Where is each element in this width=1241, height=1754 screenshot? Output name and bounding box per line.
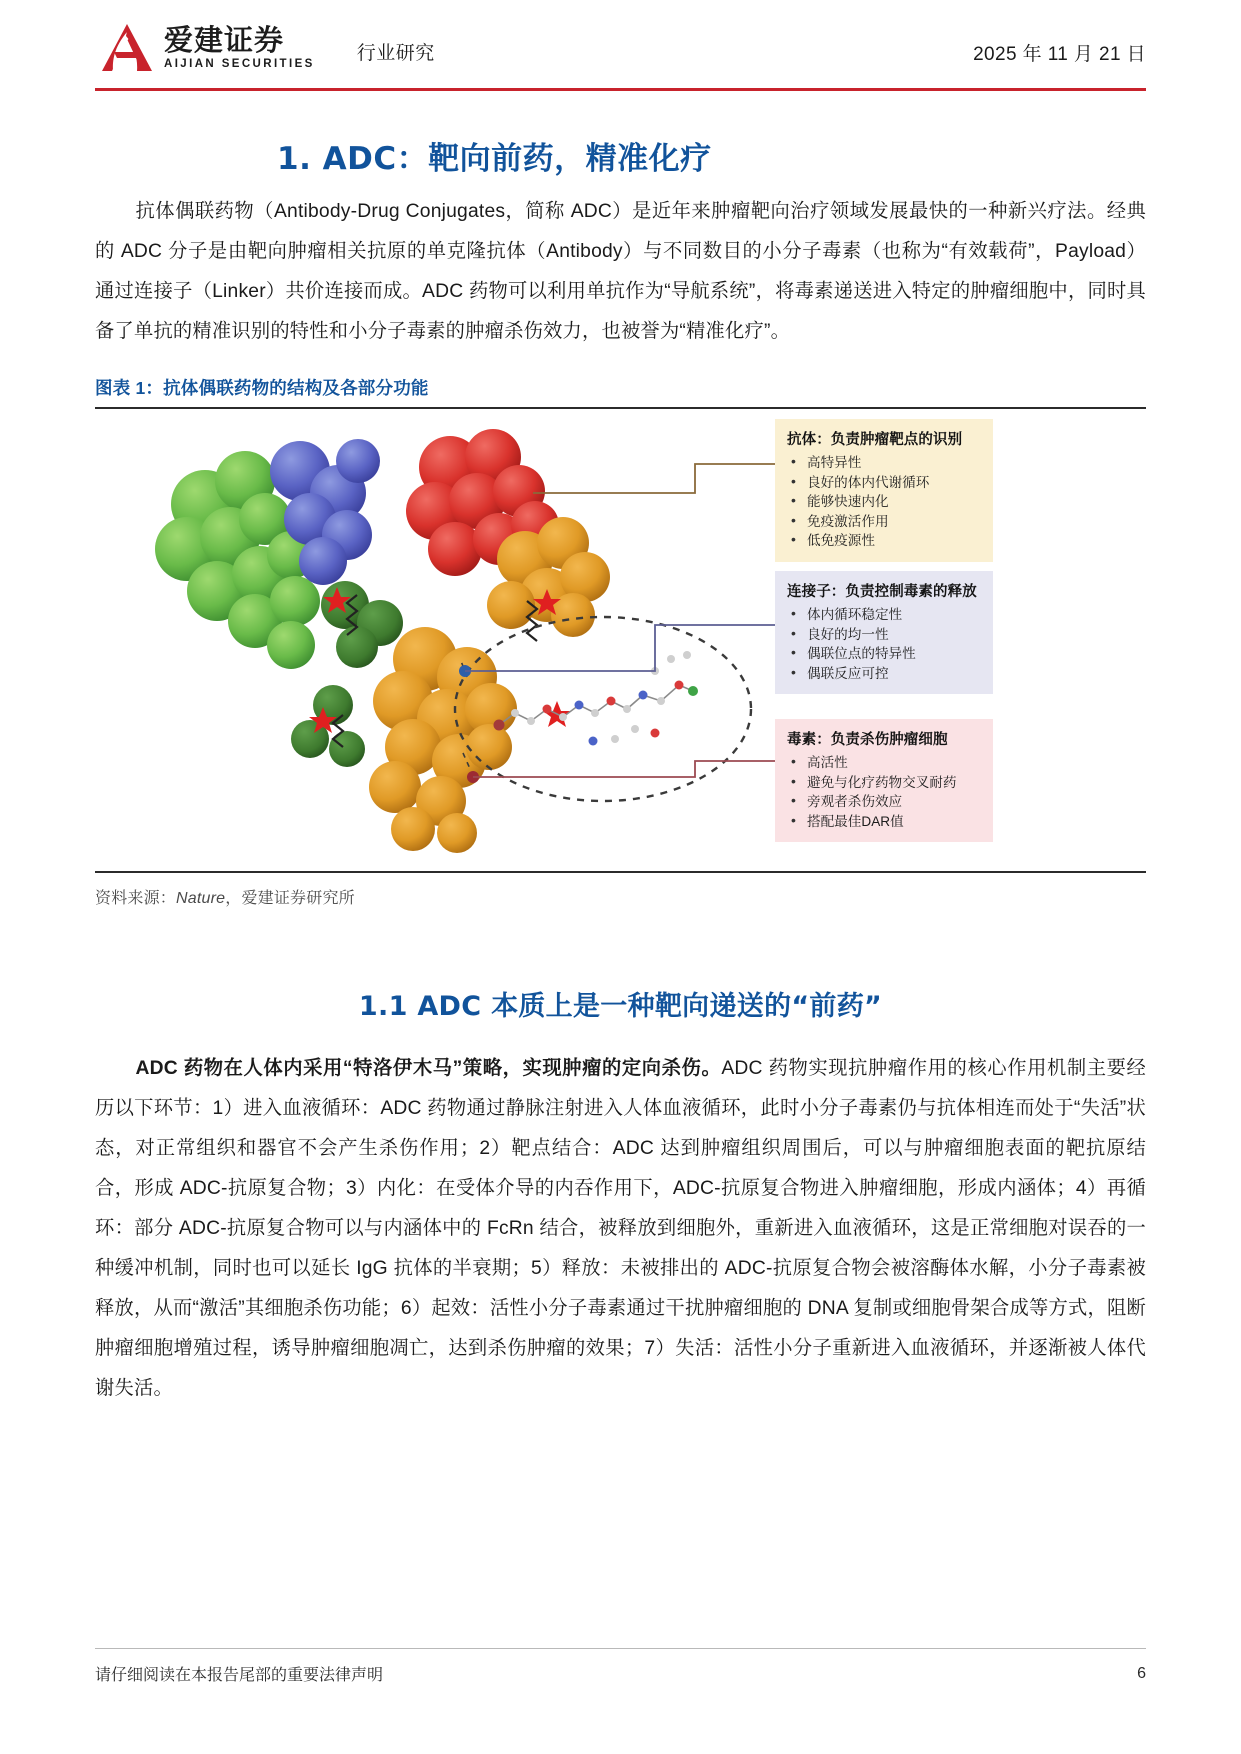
callout-linker-title: 连接子：负责控制毒素的释放	[787, 584, 977, 600]
footer-divider	[95, 1648, 1146, 1649]
page-header	[95, 0, 1146, 92]
callout-item: • 良好的均一性	[787, 625, 981, 645]
callout-item: • 体内循环稳定性	[787, 605, 981, 625]
callout-linker	[775, 571, 993, 694]
callout-payload	[775, 719, 993, 842]
section-title: 1. ADC：靶向前药，精准化疗	[277, 141, 712, 177]
subsection-body-text: ADC 药物实现抗肿瘤作用的核心作用机制主要经历以下环节：1）进入血液循环：ADC 药物通过静脉注射进入人体血液循环，此时小分子毒素仍与抗体相连而处于“失活”状态，对正常组织和器官不会产生杀伤作用；2）靶点结合：ADC 达到肿瘤组织周围后，可以与肿瘤细胞表面的靶抗原结合，形成 ADC-抗原复合物；3）内化：在受体介导的内吞作用下，ADC-抗原复合物进入肿瘤细胞，形成内涵体；4）再循环：部分 ADC-抗原复合物可以与内涵体中的 FcRn 结合，被释放到细胞外，重新进入血液循环，这是正常细胞对误吞的一种缓冲机制，同时也可以延长 IgG 抗体的半衰期；5）释放：未被排出的 ADC-抗原复合物会被溶酶体水解，小分子毒素被释放，从而“激活”其细胞杀伤功能；6）起效：活性小分子毒素通过干扰肿瘤细胞的 DNA 复制或细胞骨架合成等方式，阻断肿瘤细胞增殖过程，诱导肿瘤细胞凋亡，达到杀伤肿瘤的效果；7）失活：活性小分子重新进入血液循环，并逐渐被人体代谢失活。	[95, 1058, 1146, 1399]
callout-item: • 旁观者杀伤效应	[787, 792, 981, 812]
aijian-logo-icon	[100, 22, 156, 74]
figure-caption: 图表 1：抗体偶联药物的结构及各部分功能	[95, 378, 429, 398]
header-divider	[95, 88, 1146, 91]
source-name: Nature	[176, 890, 226, 907]
callout-item: • 搭配最佳DAR值	[787, 812, 981, 832]
callout-antibody-title: 抗体：负责肿瘤靶点的识别	[787, 432, 963, 448]
callout-item: • 高特异性	[787, 453, 981, 473]
figure-antibody-structure	[95, 409, 1146, 871]
callout-payload-list	[787, 753, 981, 831]
brand-name-cn: 爱建证券	[164, 22, 285, 57]
callout-item: • 避免与化疗药物交叉耐药	[787, 773, 981, 793]
callout-linker-list	[787, 605, 981, 683]
subsection-paragraph	[95, 1049, 1146, 1409]
brand-logo	[100, 22, 315, 74]
page-footer	[95, 1662, 1146, 1685]
page-number: 6	[1137, 1664, 1146, 1682]
figure-source	[95, 885, 1146, 908]
callout-item: • 高活性	[787, 753, 981, 773]
report-date: 2025 年 11 月 21 日	[973, 44, 1146, 65]
callout-antibody	[775, 419, 993, 562]
subsection-title: 1.1 ADC 本质上是一种靶向递送的“前药”	[358, 991, 883, 1022]
callout-item: • 低免疫源性	[787, 531, 981, 551]
intro-paragraph: 抗体偶联药物（Antibody-Drug Conjugates，简称 ADC）是近年来肿瘤靶向治疗领域发展最快的一种新兴疗法。经典的 ADC 分子是由靶向肿瘤相关抗原的单克隆抗体（Antibody）与不同数目的小分子毒素（也称为“有效载荷”，Payload）通过连接子（Linker）共价连接而成。ADC 药物可以利用单抗作为“导航系统”，将毒素递送进入特定的肿瘤细胞中，同时具备了单抗的精准识别的特性和小分子毒素的肿瘤杀伤效力，也被誉为“精准化疗”。	[95, 201, 1146, 342]
callout-item: • 良好的体内代谢循环	[787, 473, 981, 493]
antibody-structure-illustration	[95, 409, 775, 871]
source-prefix: 资料来源：	[95, 890, 177, 907]
footer-disclaimer: 请仔细阅读在本报告尾部的重要法律声明	[95, 1667, 384, 1684]
source-suffix: ，爱建证券研究所	[225, 890, 355, 907]
figure-bottom-divider	[95, 871, 1146, 873]
brand-text	[164, 22, 315, 71]
subsection-lead-bold: ADC 药物在人体内采用“特洛伊木马”策略，实现肿瘤的定向杀伤。	[135, 1058, 722, 1079]
brand-name-en: AIJIAN SECURITIES	[164, 57, 315, 70]
callout-item: • 免疫激活作用	[787, 512, 981, 532]
callout-item: • 偶联反应可控	[787, 664, 981, 684]
report-kind-label: 行业研究	[356, 43, 435, 64]
callout-item: • 能够快速内化	[787, 492, 981, 512]
callout-item: • 偶联位点的特异性	[787, 644, 981, 664]
callout-payload-title: 毒素：负责杀伤肿瘤细胞	[787, 732, 948, 748]
callout-antibody-list	[787, 453, 981, 551]
